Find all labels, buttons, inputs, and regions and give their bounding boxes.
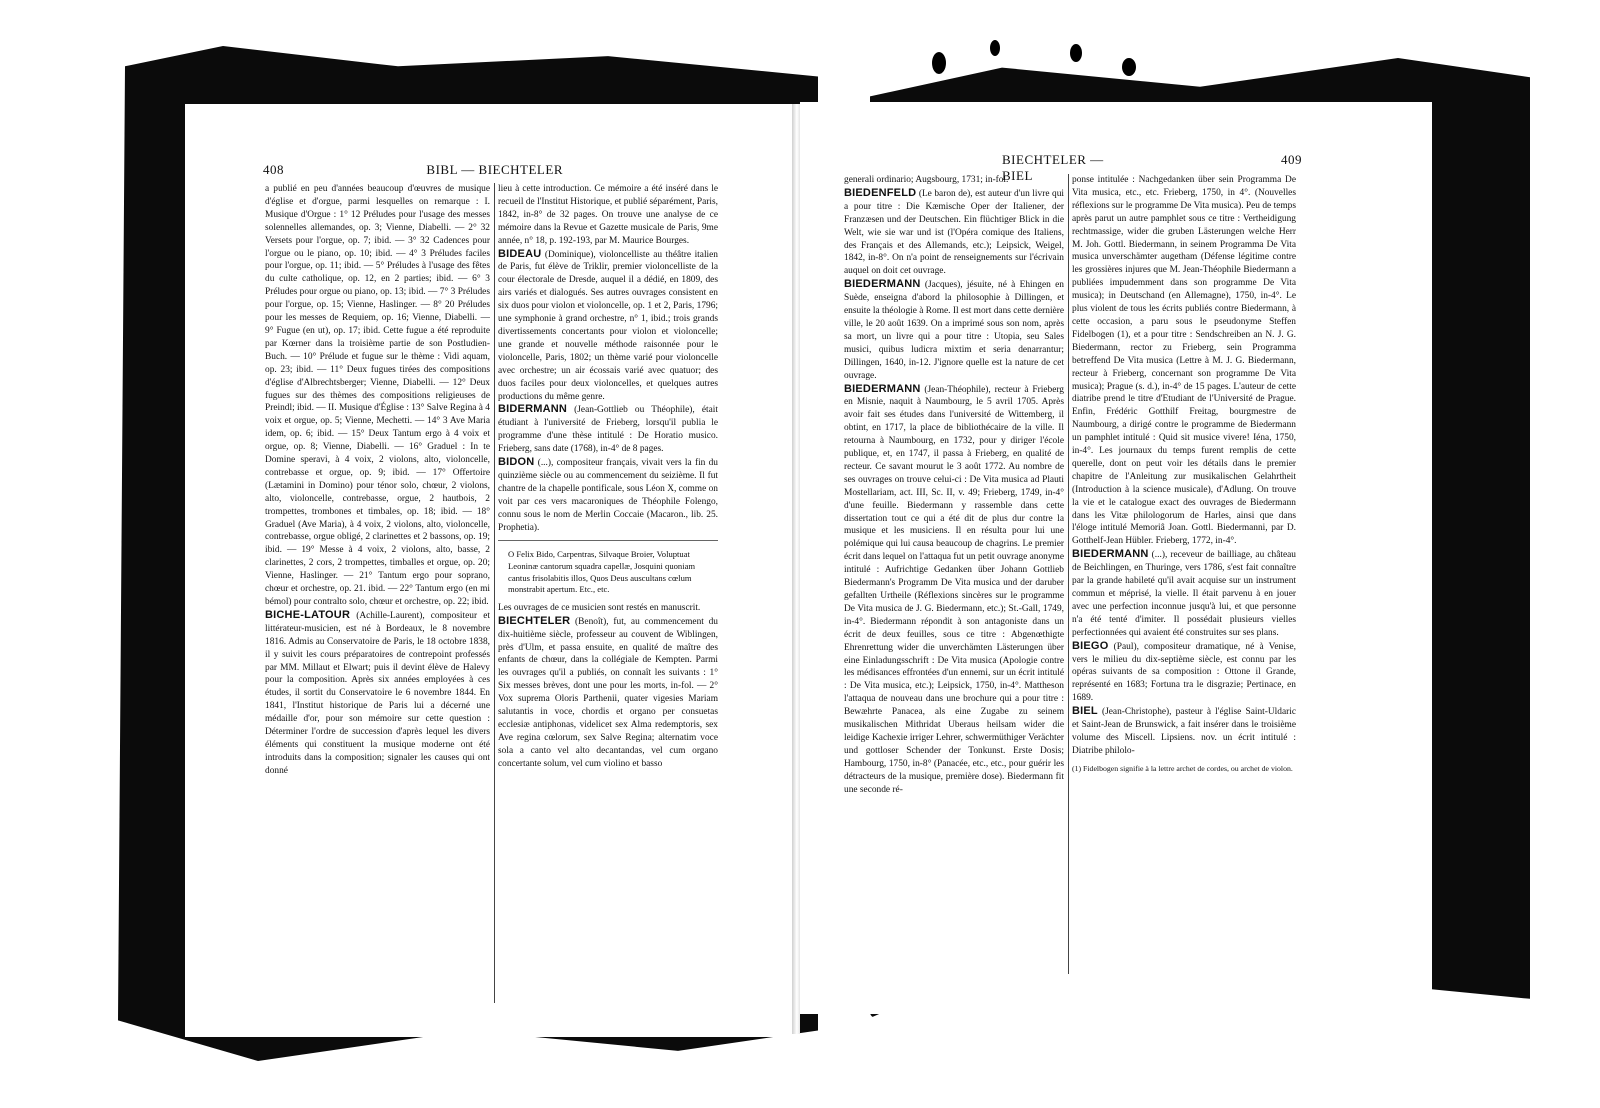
quote-rule <box>498 540 718 541</box>
entry-paragraph <box>498 615 718 771</box>
entry-text: generali ordinario; Augsbourg, 1731; in-fol. <box>844 175 1009 185</box>
left-page <box>185 104 797 1037</box>
left-running-head <box>263 162 563 178</box>
entry-paragraph <box>1072 174 1296 548</box>
right-page <box>800 102 1432 1014</box>
verse-quote: O Felix Bido, Carpentras, Silvaque Broier, Voluptuat Leoninæ cantorum squadra capellæ, Josquini quoniam cantus frisolabitis illos, Quos Deus auscultans cœlum monstrabit apertum. Etc., etc. <box>508 549 696 595</box>
entry-paragraph <box>844 174 1064 187</box>
entry-text: (Jean-Christophe), pasteur à l'église Saint-Uldaric et Saint-Jean de Brunswick, a fait insérer dans le troisième volume des Miscell. Lipsiens. nov. un écrit intitulé : Diatribe philolo- <box>1072 707 1296 756</box>
entry-text: lieu à cette introduction. Ce mémoire a été inséré dans le recueil de l'Institut Historique, et publié séparément, Paris, 1842, in-8° de 32 pages. On trouve une analyse de ce mémoire dans la Revue et Gazette musicale de Paris, 9me année, n° 18, p. 192-193, par M. Maurice Bourges. <box>498 184 718 246</box>
entry-text: (Paul), compositeur dramatique, né à Venise, vers le milieu du dix-septième siècle, est connu par les opéras suivants de sa composition : Ottone il Grande, représenté en 1683; Fortuna tra le disgrazie; Pertinace, en 1689. <box>1072 641 1296 704</box>
left-column-b <box>498 183 718 1028</box>
entry-headword: BIDERMANN <box>498 403 568 416</box>
left-column-a <box>265 183 490 1028</box>
entry-paragraph <box>844 278 1064 382</box>
right-page-number: 409 <box>1281 152 1302 167</box>
entry-paragraph <box>844 187 1064 278</box>
entry-headword: BIEDERMANN <box>1072 548 1149 561</box>
ink-blot <box>1122 58 1136 76</box>
entry-text: ponse intitulée : Nachgedanken über sein Programma De Vita musica, etc., etc. Frieberg, 1750, in 4°. (Nouvelles réflexions sur le programme De Vita musica). Peu de temps après parut un autre pamphlet sous ce titre : Vertheidigung rechtmassige, wider die gruben Lästerungen welche Herr M. Joh. Gottl. Biedermann, in seinem Programma De Vita musica unverschämter augetham (Défense légitime contre les grossières injures que M. Jean-Théophile Biedermann a publiées impudemment dans son programme De Vita musica); in Deutschand (en Allemagne), 1750, in-4°. Le plus violent de tous les écrits publiés contre Biedermann, à cette occasion, a paru sous le pseudonyme Steffen Fidelbogen (1), et a pour titre : Sendschreiben an N. J. G. Biedermann, rector zu Frieberg, sein Programma betreffend De Vita musica (Lettre à M. J. G. Biedermann, recteur à Frieberg, concernant son programme De Vita musica); Prague (s. d.), in-4° de 15 pages. L'auteur de cette diatribe prend le titre d'Etudiant de l'Université de Prague. Enfin, Frédéric Gotthilf Freitag, bourgmestre de Naumbourg, a dirigé contre le programme de Biedermann un pamphlet intitulé : Quid sit musice vivere! Iéna, 1750, in-4°. Les journaux du temps furent remplis de cette querelle, dont on peut voir les détails dans le premier chapitre de l'Anleitung zur musikalischen Gelahrtheit (Introduction à la science musicale), d'Adlung. On trouve la vie et le catalogue exact des ouvrages de Biedermann dans les Vitæ philologorum de Harles, ainsi que dans l'éloge intitulé Memoriâ Joan. Gottl. Biedermanni, par D. Gotthelf-Jean Hübler. Frieberg, 1772, in-4°. <box>1072 175 1296 547</box>
entry-headword: BIEDERMANN <box>844 382 921 395</box>
entry-text: a publié en peu d'années beaucoup d'œuvres de musique d'église et d'orgue, parmi lesquelles on remarque : I. Musique d'Orgue : 1° 12 Préludes pour l'usage des messes solennelles allemandes, op. 3; Vienne, Diabelli. — 2° 32 Versets pour l'orgue, op. 7; ibid. — 3° 32 Cadences pour l'orgue ou le piano, op. 10; ibid. — 4° 3 Préludes faciles pour l'orgue, op. 11; ibid. — 5° Préludes à l'usage des fêtes du culte catholique, op. 12, en 2 parties; ibid. — 6° 3 Préludes pour orgue ou piano, op. 13; ibid. — 7° 3 Préludes pour l'orgue, op. 15; Vienne, Haslinger. — 8° 20 Préludes pour les messes de Requiem, op. 16; Vienne, Diabelli. — 9° Fugue (en ut), op. 17; ibid. Cette fugue a été reproduite par Kœrner dans la troisième partie de son Postludien-Buch. — 10° Prélude et fugue sur le thème : Vidi aquam, op. 23; ibid. — 11° Deux fugues tirées des compositions d'église d'Albrechtsberger; Vienne, Diabelli. — 12° Deux fugues sur des thèmes des compositions religieuses de Preindl; ibid. — II. Musique d'Église : 13° Salve Regina à 4 voix et orgue, op. 5; Vienne, Mechetti. — 14° 3 Ave Maria idem, op. 6; ibid. — 15° Deux Tantum ergo à 4 voix et orgue, op. 8; Vienne, Diabelli. — 16° Graduel : In te Domine speravi, à 4 voix, 2 violons, alto, violoncelle, contrebasse et orgue, op. 9; ibid. — 17° Offertoire (Lætamini in Domino) pour ténor solo, chœur, 2 violons, alto, violoncelle, contrebasse, orgue, 2 hautbois, 2 trompettes, trombones et timbales, op. 18; ibid. — 18° Graduel (Ave Maria), à 4 voix, 2 violons, alto, violoncelle, contrebasse, orgue obligé, 2 clarinettes et 2 bassons, op. 19; ibid. — 19° Messe à 4 voix, 2 violons, alto, basse, 2 clarinettes, 2 cors, 2 trompettes, timballes et orgue, op. 20; Vienne, Haslinger. — 21° Tantum ergo pour soprano, chœur et orchestre, op. 21. ibid. — 22° Tantum ergo (en mi bémol) pour contralto solo, chœur et orchestre, op. 22; ibid. <box>265 184 490 607</box>
entry-text: Les ouvrages de ce musicien sont restés en manuscrit. <box>498 602 701 613</box>
entry-paragraph <box>1072 640 1296 706</box>
entry-headword: BICHE-LATOUR <box>265 608 351 621</box>
entry-text: (...), compositeur français, vivait vers la fin du quinzième siècle ou au commencement du seizième. Il fut chantre de la chapelle pontificale, sous Léon X, comme on voit par ces vers macaroniques de Théophile Folengo, connu sous le nom de Merlin Coccaie (Macaron., lib. 25. Prophetia). <box>498 458 718 533</box>
entry-paragraph <box>498 183 718 248</box>
entry-paragraph <box>844 383 1064 797</box>
entry-paragraph <box>265 183 490 609</box>
entry-headword: BIDEAU <box>498 247 542 260</box>
footnote: (1) Fidelbogen signifie à la lettre archet de cordes, ou archet de violon. <box>1072 763 1293 773</box>
entry-headword: BIDON <box>498 456 535 469</box>
ink-blot <box>932 52 946 74</box>
left-page-number: 408 <box>263 162 284 177</box>
entry-text: (Dominique), violoncelliste au théâtre italien de Paris, fut élève de Triklir, premier violoncelliste de la cour électorale de Dresde, auquel il a dédié, en 1809, des airs variés et dialogués. Ses autres ouvrages consistent en six duos pour violon et violoncelle, op. 1 et 2, Paris, 1796; une symphonie à grand orchestre, n° 1, ibid.; trois grands divertissements concertants pour violon et violoncelle; une grande et nouvelle méthode raisonnée pour le violoncelle, Paris, 1802; un thème varié pour violoncelle avec orchestre; un air écossais varié avec quatuor; des duos faciles pour deux violoncelles, et quelques autres productions du même genre. <box>498 249 718 402</box>
entry-paragraph <box>498 248 718 404</box>
column-divider <box>494 183 495 1003</box>
entry-headword: BIECHTELER <box>498 614 571 627</box>
ink-blot <box>990 40 1000 56</box>
right-column-b <box>1072 174 1296 1014</box>
column-divider <box>1068 174 1069 974</box>
entry-paragraph <box>265 609 490 778</box>
entry-headword: BIEL <box>1072 705 1098 718</box>
entry-text: (Benoît), fut, au commencement du dix-huitième siècle, professeur au couvent de Wiblingen, près d'Ulm, et passa ensuite, en qualité de maître des enfants de chœur, dans la collégiale de Kempten. Parmi les ouvrages qu'il a publiés, on connaît les suivants : 1° Six messes brèves, dont une pour les morts, in-fol. — 2° Vox suprema Oloris Parthenii, quater vigesies Mariam salutantis in voce, chordis et organo per consuetas ecclesiæ antiphonas, videlicet sex Alma redemptoris, sex Ave regina cœlorum, sex Salve Regina; alternatim voce sola a canto vel alto decantandas, vel cum organo concertante solum, vel cum violino et basso <box>498 616 718 769</box>
entry-headword: BIEDERMANN <box>844 278 921 291</box>
entry-headword: BIEGO <box>1072 639 1109 652</box>
entry-paragraph <box>498 403 718 456</box>
right-column-a <box>844 174 1064 1014</box>
entry-text: (Jean-Théophile), recteur à Frieberg en Misnie, naquit à Naumbourg, le 5 avril 1705. Après avoir fait ses études dans l'université de Wittemberg, il obtint, en 1717, la place de bibliothécaire de la ville. Il retourna à Naumbourg, en 1732, pour y diriger l'école publique, et, en 1747, il passa à Frieberg, en qualité de recteur. Ce savant mourut le 3 août 1772. Au nombre de ses ouvrages on trouve celui-ci : De Vita musica ad Plauti Mostellariam, act. III, Sc. II, v. 49; Frieberg, 1749, in-4° d'une feuille. Biedermann y rassemble dans cette dissertation tout ce qui a été dit de plus dur contre la musique et les musiciens. Il en résulta pour lui une polémique qui lui causa beaucoup de chagrins. Le premier écrit dans lequel on l'attaqua fut un petit ouvrage anonyme intitulé : Aufrichtige Gedanken über Johann Gottlieb Biedermann's Programm De Vita musica und der daruber gefallten Urtheile (Réflexions sincères sur le programme De Vita musica de J. G. Biedermann, etc.); St.-Gall, 1749, in-4°. Biedermann répondit à son antagoniste dans un écrit de deux feuilles, sous ce titre : Abgenœthigte Ehrenrettung wider die unverchämten Lästerungen über eine Einladungsschrift : De Vita musica (Apologie contre les médisances effrontées d'un ennemi, sur un écrit intitulé : De Vita musica, etc.); Leipsick, 1750, in-4°. Mattheson l'attaqua de nouveau dans une brochure qui a pour titre : Bewæhrte Panacea, als eine Zugabe zu seinem musikalischen Mithridat Uberaus heilsam wider die leidige Kachexie irriger Lehrer, schwermüthiger Verächter und gottloser Schender der Tonkunst. Erste Dosis; Hambourg, 1750, in-8° (Panacée, etc., etc., pour guérir les détracteurs de la musique, première dose). Biedermann fit une seconde ré- <box>844 384 1064 795</box>
ink-blot <box>1070 44 1082 62</box>
entry-text: (Jacques), jésuite, né à Ehingen en Suède, enseigna d'abord la philosophie à Dillingen, et ensuite la théologie à Rome. Il est mort dans cette dernière ville, le 20 août 1639. On a imprimé sous son nom, après sa mort, un livre qui a pour titre : Utopia, seu Sales musici, quibus ludicra mixtim et seria denarrantur; Dillingen, 1640, in-12. J'ignore quelle est la nature de cet ouvrage. <box>844 280 1064 381</box>
entry-text: (...), receveur de bailliage, au château de Beichlingen, en Thuringe, vers 1786, s'est fait connaître par la grande habileté qu'il avait acquise sur un instrument commun et méprisé, la vielle. Il était parvenu à en jouer avec une perfection inconnue jusqu'à lui, et que personne n'a été tenté d'imiter. Il possédait plusieurs vielles perfectionnées qui avaient été construites sur ses plans. <box>1072 550 1296 638</box>
left-head-title: BIBL — BIECHTELER <box>426 162 563 177</box>
right-head-title: BIECHTELER — BIEL <box>1002 152 1104 183</box>
entry-paragraph <box>1072 705 1296 758</box>
book-gutter <box>792 104 800 1034</box>
entry-paragraph <box>498 602 718 615</box>
entry-text: (Achille-Laurent), compositeur et littérateur-musicien, est né à Bordeaux, le 8 novembre 1816. Admis au Conservatoire de Paris, le 18 octobre 1838, il y suivit les cours préparatoires de contrepoint professés par MM. Millaut et Elwart; puis il devint élève de Halevy pour la composition. Après six années employées à ces études, il sortit du Conservatoire le 6 novembre 1844. En 1841, l'Institut historique de Paris lui a décerné une médaille d'or, pour son mémoire sur cette question : Déterminer l'ordre de succession d'après lequel les divers éléments qui constituent la musique moderne ont été introduits dans la composition; signaler les causes qui ont donné <box>265 610 490 776</box>
entry-text: (Jean-Gottlieb ou Théophile), était étudiant à l'université de Frieberg, lorsqu'il publia le programme d'une thèse intitulé : De Horatio musico. Frieberg, sans date (1768), in-4° de 8 pages. <box>498 405 718 455</box>
entry-text: (Le baron de), est auteur d'un livre qui a pour titre : Die Kæmische Oper der Italiener, der Franzæsen und der Deutschen. Ein flüchtiger Blick in die Welt, wie sie war und ist (l'Opéra comique des Italiens, des Français et des Allemands, etc.); Leipsick, Weigel, 1842, in-8°. On n'a point de renseignements sur l'écrivain auquel on doit cet ouvrage. <box>844 188 1064 277</box>
entry-headword: BIEDENFELD <box>844 186 917 199</box>
entry-paragraph <box>498 456 718 534</box>
entry-paragraph <box>1072 548 1296 639</box>
